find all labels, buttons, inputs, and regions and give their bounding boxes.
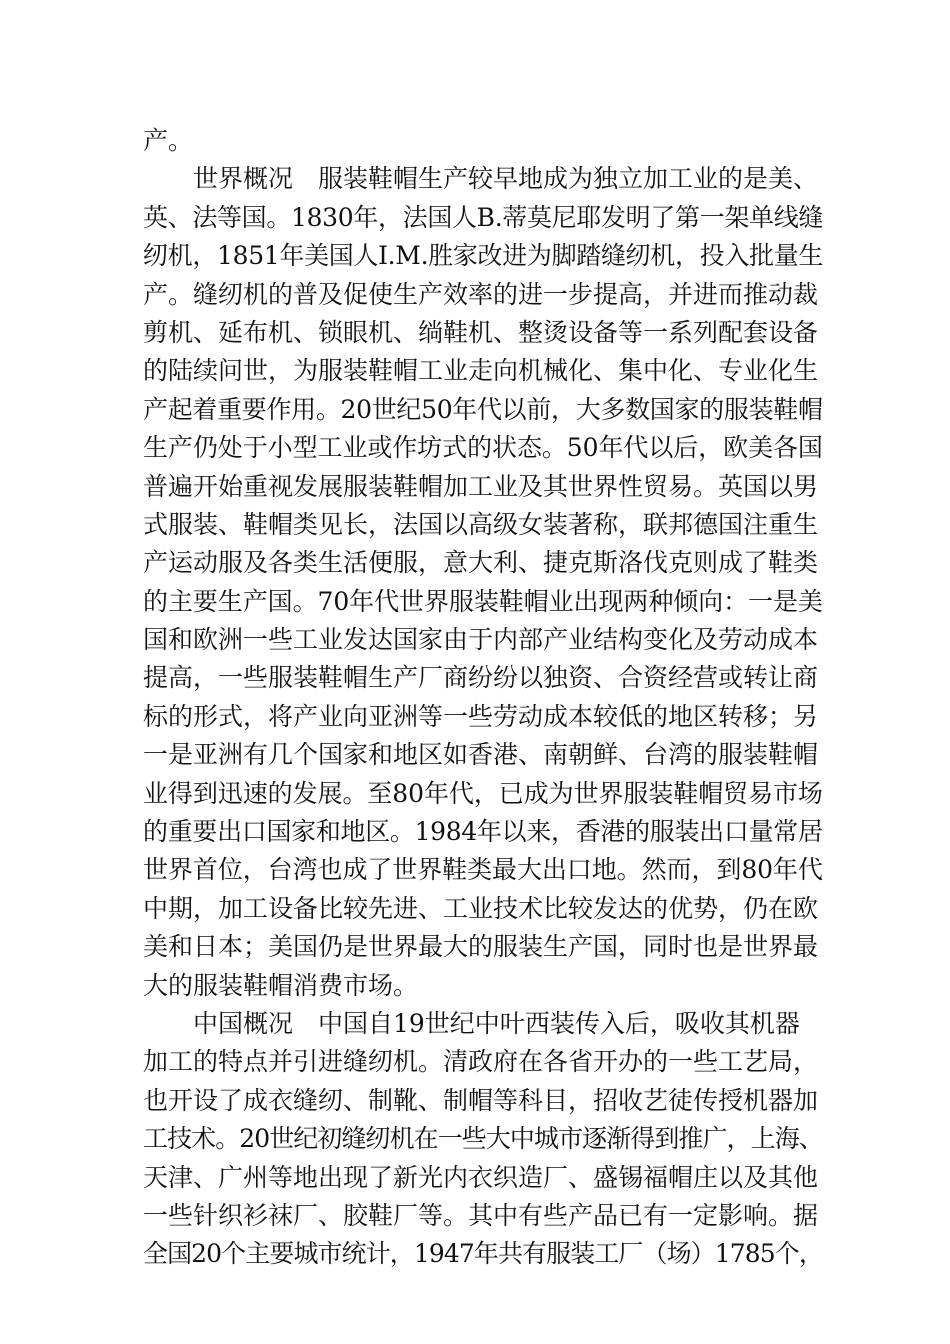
document-body bbox=[143, 122, 823, 1274]
paragraph-continuation bbox=[143, 122, 823, 160]
text-line: 加工的特点并引进缝纫机。清政府在各省开办的一些工艺局， bbox=[143, 1047, 819, 1077]
text-line: 世界首位，台湾也成了世界鞋类最大出口地。然而，到80年代 bbox=[143, 855, 823, 885]
text-line: 美和日本；美国仍是世界最大的服装生产国，同时也是世界最 bbox=[143, 932, 819, 962]
text-line: 中期，加工设备比较先进、工业技术比较发达的优势，仍在欧 bbox=[143, 893, 819, 923]
paragraph-world-overview bbox=[143, 160, 823, 1005]
text-line: 产起着重要作用。20世纪50年代以前，大多数国家的服装鞋帽 bbox=[143, 394, 823, 424]
text-line: 世界概况 服装鞋帽生产较早地成为独立加工业的是美、 bbox=[193, 164, 819, 194]
text-line: 普遍开始重视发展服装鞋帽加工业及其世界性贸易。英国以男 bbox=[143, 471, 819, 501]
text-line: 也开设了成衣缝纫、制靴、制帽等科目，招收艺徒传授机器加 bbox=[143, 1085, 819, 1115]
text-line: 英、法等国。1830年，法国人B.蒂莫尼耶发明了第一架单线缝 bbox=[143, 202, 824, 232]
text-line: 天津、广州等地出现了新光内衣织造厂、盛锡福帽庄以及其他 bbox=[143, 1162, 819, 1192]
text-line: 一些针织衫袜厂、胶鞋厂等。其中有些产品已有一定影响。据 bbox=[143, 1200, 819, 1230]
text-line: 的重要出口国家和地区。1984年以来，香港的服装出口量常居 bbox=[143, 817, 823, 847]
text-line: 式服装、鞋帽类见长，法国以高级女装著称，联邦德国注重生 bbox=[143, 509, 819, 539]
paragraph-china-overview bbox=[143, 1005, 823, 1274]
text-line: 标的形式，将产业向亚洲等一些劳动成本较低的地区转移；另 bbox=[143, 701, 819, 731]
text-line: 纫机，1851年美国人I.M.胜家改进为脚踏缝纫机，投入批量生 bbox=[143, 241, 824, 271]
text-line: 工技术。20世纪初缝纫机在一些大中城市逐渐得到推广，上海、 bbox=[143, 1124, 823, 1154]
text-line: 业得到迅速的发展。至80年代，已成为世界服装鞋帽贸易市场 bbox=[143, 778, 823, 808]
text-line: 提高，一些服装鞋帽生产厂商纷纷以独资、合资经营或转让商 bbox=[143, 663, 819, 693]
text-line: 大的服装鞋帽消费市场。 bbox=[143, 970, 419, 1000]
text-line: 剪机、延布机、锁眼机、绱鞋机、整烫设备等一系列配套设备 bbox=[143, 317, 819, 347]
text-line: 的陆续问世，为服装鞋帽工业走向机械化、集中化、专业化生 bbox=[143, 356, 819, 386]
text-line: 产。 bbox=[143, 126, 194, 155]
text-line: 一是亚洲有几个国家和地区如香港、南朝鲜、台湾的服装鞋帽 bbox=[143, 740, 819, 770]
text-line: 产。缝纫机的普及促使生产效率的进一步提高，并进而推动裁 bbox=[143, 279, 819, 309]
text-line: 生产仍处于小型工业或作坊式的状态。50年代以后，欧美各国 bbox=[143, 433, 823, 463]
text-line: 的主要生产国。70年代世界服装鞋帽业出现两种倾向：一是美 bbox=[143, 586, 823, 616]
text-line: 国和欧洲一些工业发达国家由于内部产业结构变化及劳动成本 bbox=[143, 625, 819, 655]
text-line: 产运动服及各类生活便服，意大利、捷克斯洛伐克则成了鞋类 bbox=[143, 548, 819, 578]
text-line: 全国20个主要城市统计，1947年共有服装工厂（场）1785个， bbox=[143, 1239, 823, 1269]
text-line: 中国概况 中国自19世纪中叶西装传入后，吸收其机器 bbox=[193, 1008, 800, 1038]
